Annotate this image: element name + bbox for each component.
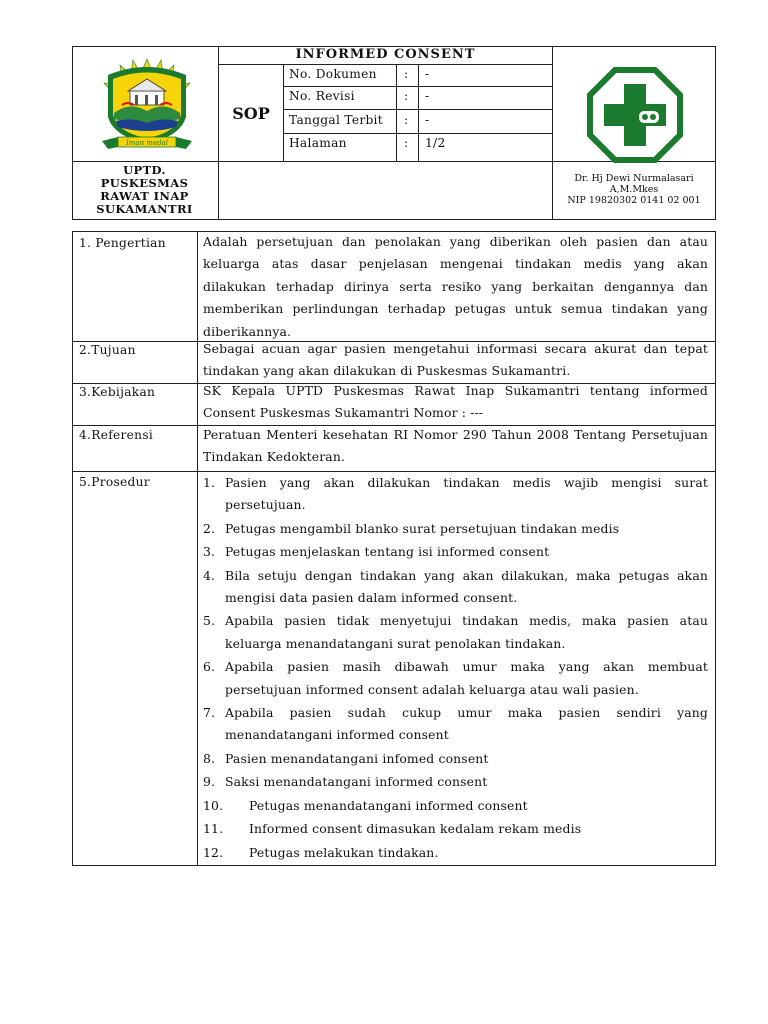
list-item: 7. Apabila pasien sudah cukup umur maka pasien sendiri yang menandatangani informed consent	[203, 705, 708, 743]
section-label: 1. Pengertian	[79, 236, 166, 250]
list-item: 1. Pasien yang akan dilakukan tindakan medis wajib mengisi surat persetujuan.	[203, 475, 708, 513]
doc-field-label: No. Dokumen	[289, 67, 377, 81]
doc-field-value: -	[425, 89, 430, 103]
doc-field-sep: :	[404, 113, 409, 127]
section-text: Peratuan Menteri kesehatan RI Nomor 290 Tahun 2008 Tentang Persetujuan Tindakan Kedokteran.	[203, 427, 708, 465]
list-item: 12. Petugas melakukan tindakan.	[203, 844, 439, 860]
org-line: UPTD.	[123, 163, 166, 177]
org-line: RAWAT INAP	[100, 189, 189, 203]
signer-name: Dr. Hj Dewi Nurmalasari	[574, 173, 694, 184]
section-text: Sebagai acuan agar pasien mengetahui informasi secara akurat dan tepat tindakan yang akan dilakukan di Puskesmas Sukamantri.	[203, 341, 708, 379]
doc-field-value: -	[425, 113, 430, 127]
list-item: 3. Petugas menjelaskan tentang isi informed consent	[203, 544, 550, 560]
doc-field-sep: :	[404, 67, 409, 81]
doc-field-label: No. Revisi	[289, 89, 355, 103]
section-text: Adalah persetujuan dan penolakan yang diberikan oleh pasien dan atau keluarga atas dasar penjelasan mengenai tindakan medis yang akan dilakukan terhadap dirinya serta resiko yang berkaitan dengannya dan memberikan perlindungan terhadap petugas untuk semua tindakan yang diberikannya.	[203, 234, 708, 339]
document-title: INFORMED CONSENT	[295, 47, 476, 62]
list-item: 6. Apabila pasien masih dibawah umur maka yang akan membuat persetujuan informed consent adalah keluarga atau wali pasien.	[203, 659, 708, 697]
doc-field-sep: :	[404, 89, 409, 103]
doc-field-label: Halaman	[289, 136, 347, 150]
organization-name	[72, 164, 217, 216]
list-item: 8. Pasien menandatangani infomed consent	[203, 750, 489, 766]
procedure-list	[203, 472, 708, 865]
list-item: 9. Saksi menandatangani informed consent	[203, 774, 488, 790]
org-line: PUSKESMAS	[100, 176, 189, 190]
puskesmas-logo	[100, 57, 194, 157]
signer-nip: NIP 19820302 0141 02 001	[567, 195, 701, 206]
list-item: 11. Informed consent dimasukan kedalam rekam medis	[203, 821, 582, 837]
list-item: 4. Bila setuju dengan tindakan yang akan dilakukan, maka petugas akan mengisi data pasien dalam informed consent.	[203, 567, 708, 606]
signer-block	[553, 173, 715, 206]
list-item: 10. Petugas menandatangani informed consent	[203, 797, 528, 813]
doc-field-sep: :	[404, 136, 409, 150]
doc-field-label: Tanggal Terbit	[289, 113, 383, 127]
logo-motto: Iman medal	[126, 139, 168, 147]
section-label: 5.Prosedur	[79, 475, 150, 489]
section-text: SK Kepala UPTD Puskesmas Rawat Inap Sukamantri tentang informed Consent Puskesmas Sukamantri Nomor : ---	[203, 383, 708, 421]
section-label: 2.Tujuan	[79, 343, 136, 357]
section-label: 3.Kebijakan	[79, 385, 156, 399]
sop-label: SOP	[232, 104, 270, 123]
section-label: 4.Referensi	[79, 428, 154, 442]
health-cross-icon	[586, 66, 684, 164]
doc-field-value: -	[425, 67, 430, 81]
signer-title: A,M.Mkes	[609, 184, 659, 195]
doc-field-value: 1/2	[425, 136, 446, 150]
list-item: 5. Apabila pasien tidak menyetujui tindakan medis, maka pasien atau keluarga menandatangani surat penolakan tindakan.	[203, 613, 708, 651]
list-item: 2. Petugas mengambil blanko surat persetujuan tindakan medis	[203, 520, 620, 536]
org-line: SUKAMANTRI	[96, 202, 193, 216]
